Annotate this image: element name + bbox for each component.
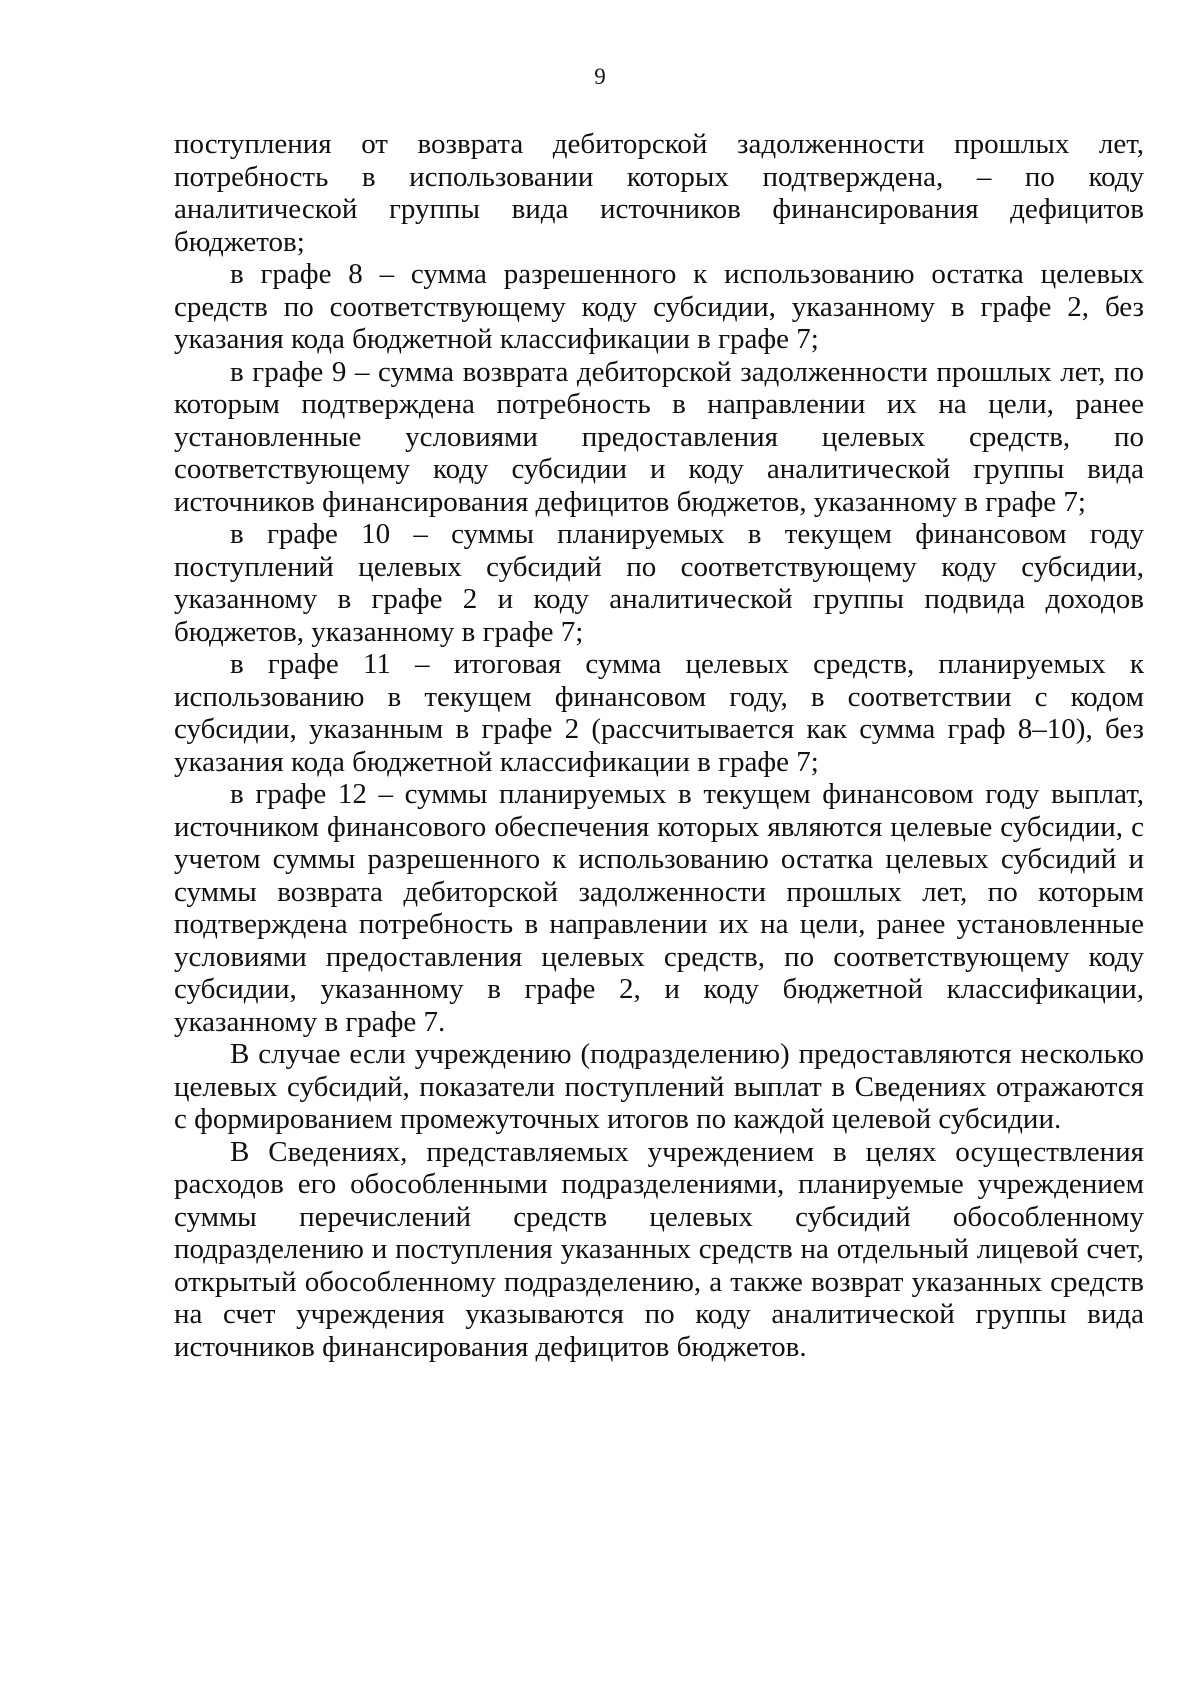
- paragraph-column-9: в графе 9 – сумма возврата дебиторской задолженности прошлых лет, по которым подтверждена потребность в направлении их на цели, ранее установленные условиями предоставления целевых средств, по соответствующему коду субсидии и коду аналитической группы вида источников финансирования дефицитов бюджетов, указанному в графе 7;: [174, 355, 1144, 518]
- page-number: 9: [594, 64, 606, 89]
- paragraph-column-11: в графе 11 – итоговая сумма целевых средств, планируемых к использованию в текущем финансовом году, в соответствии с кодом субсидии, указанным в графе 2 (рассчитывается как сумма граф 8–10), без указания кода бюджетной классификации в графе 7;: [174, 648, 1144, 778]
- paragraph-continuation: поступления от возврата дебиторской задолженности прошлых лет, потребность в использовании которых подтверждена, – по коду аналитической группы вида источников финансирования дефицитов бюджетов;: [174, 128, 1144, 258]
- paragraph-column-10: в графе 10 – суммы планируемых в текущем финансовом году поступлений целевых субсидий по соответствующему коду субсидии, указанному в графе 2 и коду аналитической группы подвида доходов бюджетов, указанному в графе 7;: [174, 518, 1144, 648]
- paragraph-separate-divisions: В Сведениях, представляемых учреждением в целях осуществления расходов его обособленными подразделениями, планируемые учреждением суммы перечислений средств целевых субсидий обособленному подразделению и поступления указанных средств на отдельный лицевой счет, открытый обособленному подразделению, а также возврат указанных средств на счет учреждения указываются по коду аналитической группы вида источников финансирования дефицитов бюджетов.: [174, 1135, 1144, 1363]
- paragraph-column-12: в графе 12 – суммы планируемых в текущем финансовом году выплат, источником финансового обеспечения которых являются целевые субсидии, с учетом суммы разрешенного к использованию остатка целевых субсидий и суммы возврата дебиторской задолженности прошлых лет, по которым подтверждена потребность в направлении их на цели, ранее установленные условиями предоставления целевых средств, по соответствующему коду субсидии, указанному в графе 2, и коду бюджетной классификации, указанному в графе 7.: [174, 778, 1144, 1038]
- paragraph-column-8: в графе 8 – сумма разрешенного к использованию остатка целевых средств по соответствующему коду субсидии, указанному в графе 2, без указания кода бюджетной классификации в графе 7;: [174, 258, 1144, 355]
- paragraph-multiple-subsidies: В случае если учреждению (подразделению) предоставляются несколько целевых субсидий, показатели поступлений выплат в Сведениях отражаются с формированием промежуточных итогов по каждой целевой субсидии.: [174, 1038, 1144, 1135]
- document-body: [174, 128, 1144, 1363]
